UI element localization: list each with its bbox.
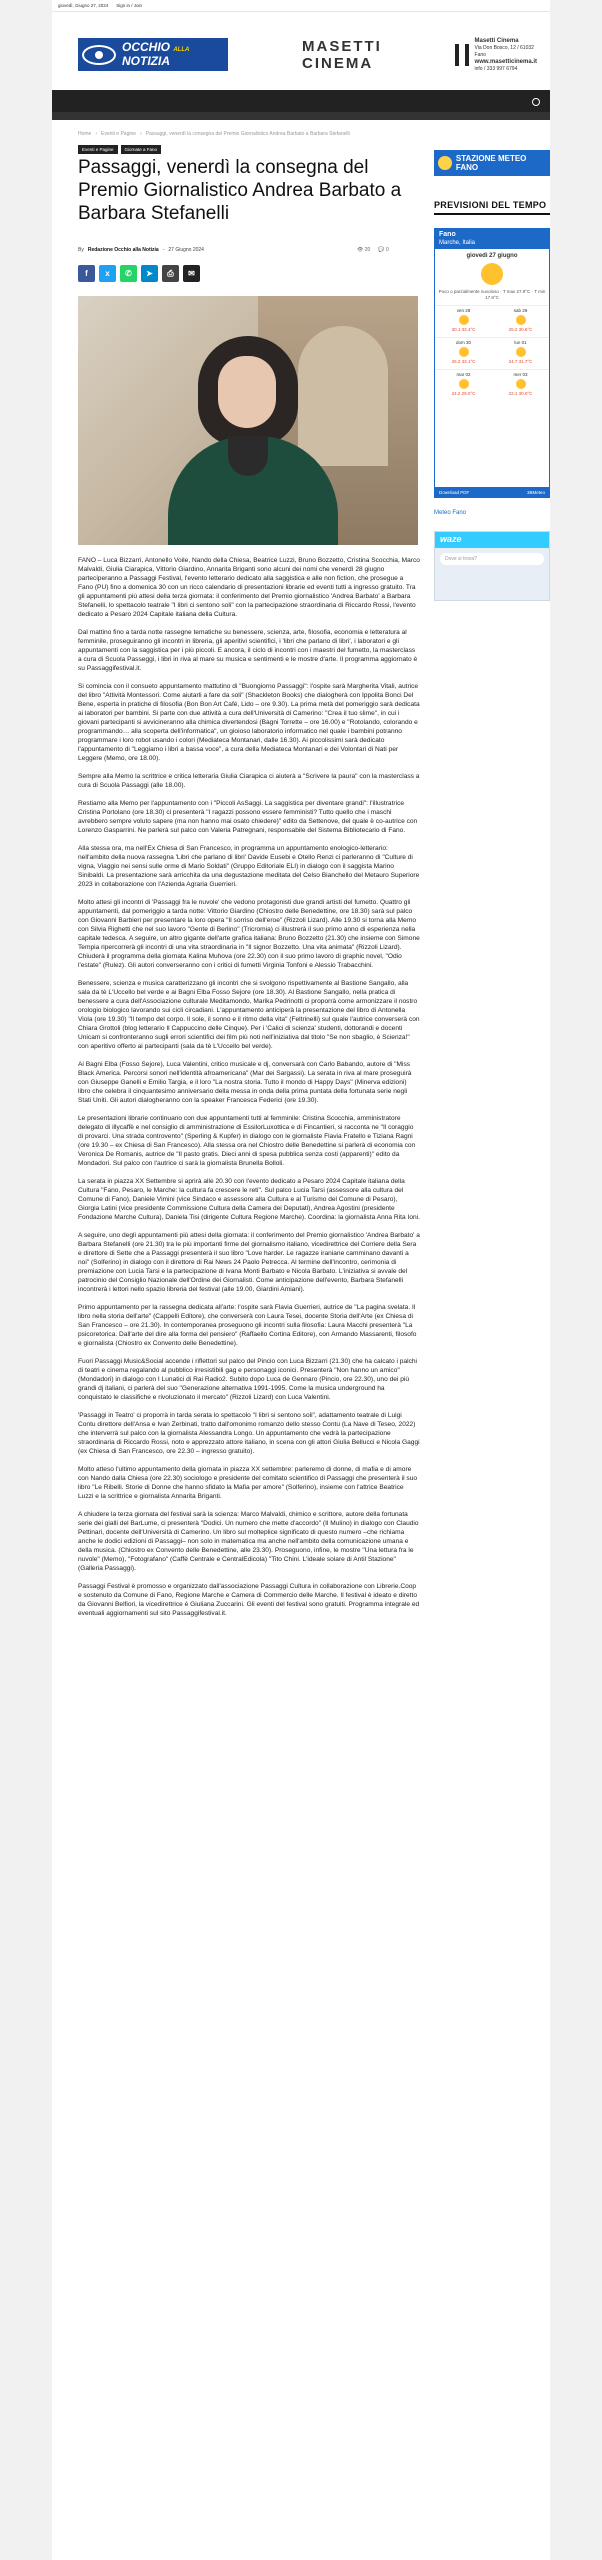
- weather-day-label: dom 30: [455, 340, 471, 345]
- waze-search-input[interactable]: Dove si trova?: [440, 553, 544, 565]
- top-bar: [52, 0, 550, 12]
- search-icon[interactable]: [532, 98, 540, 106]
- article-paragraph: Alla stessa ora, ma nell'Ex Chiesa di San Francesco, in programma un appuntamento enologico-letterario: nell'ambito della nuova rassegna 'Libri che parlano di libri' Davide Eusebi e Otello Renzi ci parleranno di "Culture di vigna, Viaggio nei sensi sulle orme di Mario Soldati" (Gruppo Editoriale ELI) in dialogo con il saggista Marino Sinibaldi. La presentazione sarà arricchita da una degustazione meditata del Celso Bianchello del Metauro Superiore 2023 in collaborazione con l'Azienda Agraria Guerrieri.: [78, 845, 420, 888]
- breadcrumb: [78, 131, 350, 137]
- article-paragraph: Molto attesi gli incontri di 'Passaggi fra le nuvole' che vedono protagonisti due grandi artisti del fumetto. Quattro gli appuntamenti, dal pomeriggio a tarda notte: Vittorio Giardino (Chiostro delle Benedettine, ore 18.30) sarà sul palco con Giovanni Barbieri per presentare la loro opera "Il sorriso dell'eroe" (Rizzoli Lizard). Alle 19.30 si torna alla Memo con Silvia Righetti che nel suo lavoro "Gente di Berlino" (Tricromia) ci illustrerà il suo primo anno di esperienza nella capitale tedesca. A seguire, un altro gigante dell'arte grafica italiana: Bruno Bozzetto (21.30) che insieme con Simone Tempia ripercorrerà gli incontri di una vita straordinaria in "Il signor Bozzetto. Una vita animata" (Rizzoli Lizard). Chiuderà il programma della giornata Kalina Muhova (ore 22.30) con il suo primo lavoro di graphic novel, "Odio l'estate" (Rulez). Gli autori converseranno con i critici di fumetti Virginia Tonfoni e Alessio Trabacchini.: [78, 899, 420, 969]
- article-paragraph: Ai Bagni Elba (Fosso Sejore), Luca Valentini, critico musicale e dj, conversarà con Carlo Babando, autore di "Miss Black America. Percorsi sonori nell'identità afroamericana" (Mar dei Sargassi). La serata in riva al mare proseguirà con Giuseppe Ganelli e Emilio Targia, e il loro "La nostra storia. Tutto il mondo di Happy Days" (Minerva edizioni) libro che celebra il cinquantesimo anniversario della messa in onda della prima puntata della fortunata serie negli Stati Uniti. Gli autori dialogheranno con la speaker Francesca Federici (ore 19.30).: [78, 1061, 412, 1104]
- nav-subrow: [52, 112, 550, 120]
- weather-today-desc: Poco o parzialmente nuvoloso · T max 27.9°C · T min 17.8°C: [438, 289, 546, 300]
- forecast-divider: [434, 213, 550, 215]
- article-paragraph: A seguire, uno degli appuntamenti più attesi della giornata: il conferimento del Premio giornalistico 'Andrea Barbato' a Barbara Stefanelli (ore 21.30) tra le più importanti firme del giornalismo italiano, vicedirettrice del Corriere della Sera e direttore di Sette che a Passaggi presenterà il suo libro "Love harder. Le ragazze iraniane camminano davanti a noi" (Solferino) in dialogo con il direttore di Rai News 24 Paolo Petrecca. Al termine dell'incontro, cerimonia di premiazione con Lucia Tarsi e la partecipazione di Ivana Monti Barbato e Nicola Barbato. L'iniziativa si avvale del patrocinio del Consiglio Nazionale dell'Ordine dei Giornalisti. Come anticipazione dell'evento, Barbara Stefanelli incontrerà i lettori nello spazio libreria del festival (alle 19.00, Giardini Amiani).: [78, 1232, 420, 1293]
- weather-day-temp: 30.1 33.4°C: [451, 327, 476, 332]
- logo-word-bottom: NOTIZIA: [122, 54, 170, 68]
- weather-day-temp: 24.7 31.7°C: [508, 359, 533, 364]
- download-pdf-link[interactable]: Download PDF: [439, 489, 470, 495]
- weather-day-temp: 22.1 30.0°C: [508, 391, 533, 396]
- logo-text: [122, 42, 189, 67]
- article-paragraph: Sempre alla Memo la scrittrice e critica letteraria Giulia Ciarapica ci aiuterà a "Scrivere la paura" con la masterclass a cura di Scuola Passaggi (alle 18.00).: [78, 773, 420, 789]
- article-paragraph: Le presentazioni librarie continuano con due appuntamenti tutti al femminile: Cristina Scocchia, amministratore delegato di illycaffè e nel consiglio di amministrazione di EssilorLuxottica e di Fincantieri, si racconta ne "Il coraggio di provarci. Una strada controvento" (Sperling & Kupfer) in dialogo con le giornaliste Flavia Fratello e Tiziana Ragni (ore 19.30 – ex Chiesa di San Francesco). Alla stessa ora nel Chiostro delle Benedettine si parlerà di economia con Veronica De Romanis, autrice de "Il pasto gratis. Dieci anni di spesa pubblica senza costi (apparenti)" edito da Mondadori. Sul palco con l'autrice ci sarà la giornalista Brunella Bolloli.: [78, 1115, 416, 1167]
- sun-icon: [459, 347, 469, 357]
- top-date: giovedì, Giugno 27, 2024: [58, 3, 109, 8]
- weather-days: [435, 305, 549, 401]
- weather-day-temp: 24.2 29.0°C: [451, 391, 476, 396]
- signin-link[interactable]: Sign in / Join: [116, 3, 143, 8]
- right-gutter: [550, 0, 602, 2560]
- ad-brand: MASETTI CINEMA: [302, 38, 382, 72]
- header-ad[interactable]: [302, 37, 542, 72]
- share-bar: [78, 265, 200, 282]
- category-tag[interactable]: Giornate a Fano: [121, 145, 162, 154]
- weather-day-label: sab 29: [513, 308, 528, 313]
- sun-icon: [516, 347, 526, 357]
- weather-today-label: giovedì 27 giugno: [466, 253, 518, 259]
- breadcrumb-sep: ›: [140, 131, 142, 137]
- forecast-title: PREVISIONI DEL TEMPO: [434, 200, 547, 210]
- article-paragraph: Si comincia con il consueto appuntamento mattutino di "Buongiorno Passaggi": l'ospite sarà Margherita Vitali, autrice del libro "Attività Montessori. Come aiutarli a fare da soli" (Shackleton Books) che dialogherà con Ippolita Bonci Del Bene, esperta in pratiche di filosofia (Bon Bon Art Café, Lido – ore 9.30). La prima metà del pomeriggio sarà dedicata ai laboratori per bambini. Si parte con due attività a cura dell'Università di Camerino: "Crea il tuo slime", in cui i giovani partecipanti si avvicineranno alla chimica divertendosi (Bagni Torrette – ore 16.00) e "Rotolando, colorando e programmando… alla scoperta dell'informatica", un gioioso laboratorio informatico nel quale i bambini potranno programmare i loro robot usando i colori (Mediateca Montanari, dalle 16.30). Ai piccolissimi sarà dedicato l'appuntamento di "Leggiamo i libri a bassa voce", a cura della Mediateca Montanari e dei Volontari di Nati per Leggere (Memo, ore 18.00).: [78, 683, 420, 762]
- article-title: Passaggi, venerdì la consegna del Premio Giornalistico Andrea Barbato a Barbara Stefanelli: [78, 157, 402, 224]
- breadcrumb-home[interactable]: Home: [78, 131, 92, 137]
- sun-icon: [481, 263, 503, 285]
- weather-today: [435, 249, 549, 301]
- weather-day: [435, 305, 492, 337]
- weather-day-label: mer 03: [513, 372, 528, 377]
- meteo-fano-link[interactable]: Meteo Fano: [434, 510, 467, 516]
- views-count: 👁 20: [357, 247, 371, 253]
- print-icon[interactable]: ⎙: [162, 265, 179, 282]
- article-meta: [357, 247, 389, 253]
- meteo-banner-label: STAZIONE METEO FANO: [455, 154, 527, 172]
- weather-header: [435, 229, 549, 249]
- article-paragraph: Molto atteso l'ultimo appuntamento della giornata in piazza XX settembre: parleremo di donne, di mafia e di amore con Nando dalla Chiesa (ore 22.30) sociologo e presidente del comitato scientifico di Passaggi che presenterà il suo libro "Le Ribelli. Storie di Donne che hanno sfidato la Mafia per amore" (Solferino), insieme con l'attrice Beatrice Luzzi e la scrittrice e giornalista Annarita Briganti.: [78, 1466, 418, 1500]
- article-paragraph: 'Passaggi in Teatro' ci proporrà in tarda serata lo spettacolo "I libri si sentono soli", adattamento teatrale di Luigi Contu direttore dell'Ansa e Ivan Zerbinati, tratto dall'omonimo romanzo dello stesso Contu (La Nave di Teseo, 2022) che interverrà sul palco con la giornalista Alessandra Longo. Un appuntamento che vedrà la partecipazione straordinaria di Riccardo Rossi, noto e apprezzato attore italiano, in scena con gli attori Giulia Bellucci e Nicola Gaggi (ex Chiesa di San Francesco, ore 22.30 – ingresso gratuito).: [78, 1412, 420, 1455]
- weather-footer: [435, 487, 549, 497]
- ad-web: www.masetticinema.it: [474, 58, 537, 65]
- ad-info: [475, 38, 542, 73]
- weather-provider[interactable]: 3BMeteo: [526, 489, 545, 495]
- category-tags: [78, 145, 161, 154]
- category-tag[interactable]: Eventi e Pagine: [78, 145, 118, 154]
- weather-widget[interactable]: [434, 228, 550, 498]
- twitter-icon[interactable]: x: [99, 265, 116, 282]
- facebook-icon[interactable]: f: [78, 265, 95, 282]
- comments-count[interactable]: 💬 0: [378, 247, 389, 253]
- logo-word-top: OCCHIO: [122, 40, 170, 54]
- eye-icon: [82, 45, 116, 65]
- views-value: 20: [364, 247, 371, 253]
- main-navbar: [52, 90, 550, 120]
- article-photo: [78, 296, 418, 545]
- weather-day-label: ven 28: [456, 308, 471, 313]
- content-wrapper: [52, 0, 550, 2560]
- left-gutter: [0, 0, 52, 2560]
- breadcrumb-category[interactable]: Eventi e Pagine: [101, 131, 137, 137]
- telegram-icon[interactable]: ➤: [141, 265, 158, 282]
- weather-day-label: lun 01: [514, 340, 527, 345]
- whatsapp-icon[interactable]: ✆: [120, 265, 137, 282]
- article-paragraph: Dal mattino fino a tarda notte rassegne tematiche su benessere, scienza, arte, filosofia, economia e letteratura al femminile, proseguiranno gli incontri in libreria, gli aperitivi scientifici, i 'libri che parlano di libri', i laboratori e gli appuntamenti con la saggistica per i più piccoli. E ancora, il ciclo di incontri con i maestri del fumetto, la masterclass a cura di Scuola Passeggi, i libri in riva al mare su musica e sentimenti e le mostre d'arte. Il programma aggiornato è su Passaggifestival.it.: [78, 629, 418, 672]
- byline-by: By: [78, 247, 84, 253]
- site-header: [52, 12, 550, 80]
- article-paragraph: FANO – Luca Bizzarri, Antonello Voile, Nando della Chiesa, Beatrice Luzzi, Bruno Bozzetto, Cristina Scocchia, Marco Malvaldi, Giulia Ciarapica, Vittorio Giardino, Annarita Briganti sono alcuni dei nomi che venerdì 28 giugno parteciperanno a Passaggi Festival, l'evento letterario dedicato alla saggistica e alle non fiction, che prosegue a Fano (PU) fino a domenica 30 con un ricco calendario di presentazioni librarie ed eventi tutti a ingresso gratuito. Tra gli appuntamenti più attesi della terza giornata: il conferimento del Premio giornalistico 'Andrea Barbato' a Barbara Stefanelli, lo spettacolo teatrale "I libri ci sentono soli" con la partecipazione straordinaria di Riccardo Rossi, l'evento dedicato a Pesaro 2024 Capitale italiana della Cultura.: [78, 557, 420, 618]
- weather-day: [435, 369, 492, 401]
- ad-address: Via Don Bosco, 12 / 61032 Fano: [474, 44, 534, 58]
- sun-icon: [516, 315, 526, 325]
- weather-day-temp: 25.2 30.6°C: [508, 327, 533, 332]
- breadcrumb-sep: ›: [95, 131, 98, 137]
- meteo-station-banner[interactable]: [434, 150, 550, 176]
- sun-icon: [459, 315, 469, 325]
- weather-day-temp: 26.2 33.1°C: [451, 359, 476, 364]
- article-paragraph: Restiamo alla Memo per l'appuntamento con i "Piccoli AsSaggi. La saggistica per diventare grandi": l'illustratrice Cristina Portolano (ore 18.30) ci presenterà "I ragazzi possono essere femministi? Tutto quello che i maschi avrebbero sempre voluto sapere (ma non hanno mai osato chiedere)" edito da Settenove, del quale è co-autrice con Lorenzo Gasparrini. Ne parlerà sul palco con Valeria Patregnani, responsabile del Sistema Bibliotecario di Fano.: [78, 800, 418, 834]
- sun-icon: [516, 379, 526, 389]
- logo-word-sub: ALLA: [173, 47, 190, 53]
- weather-region: Marche, Italia: [439, 240, 476, 246]
- weather-day-label: mar 02: [456, 372, 471, 377]
- weather-day: [492, 337, 549, 369]
- byline-sep: -: [162, 247, 165, 253]
- cinema-mark-icon: [455, 44, 469, 66]
- breadcrumb-current: Passaggi, venerdì la consegna del Premio Giornalistico Andrea Barbato a Barbara Stefanelli: [145, 131, 350, 137]
- site-logo[interactable]: [78, 38, 228, 71]
- waze-widget: [434, 531, 550, 601]
- article-paragraph: A chiudere la terza giornata del festival sarà la scienza: Marco Malvaldi, chimico e scrittore, autore della fortunata serie dei gialli del BarLume, ci presenterà "Dodici. Un numero che mette d'accordo" (Il Mulino) in dialogo con Claudio Pettinari, docente dell'Università di Camerino. Un libro sul molteplice significato di questo numero –che richiama anche le dodici edizioni di Passaggi– non solo in matematica ma anche nell'ambito della comunicazione umana e della musica. (Chiostro ex Convento delle Benedettine, alle 23.30). Proseguono, infine, le mostre "Una lettura fra le nuvole" (Memo), "Fotografano" (Caffè Centrale e CentralEdicola) "Tito Chini. L'ideale solare di Antil Stazione" (Galleria Passaggi).: [78, 1511, 419, 1572]
- article-paragraph: Passaggi Festival è promosso e organizzato dall'associazione Passaggi Cultura in collaborazione con Librerie.Coop e sostenuto da Comune di Fano, Regione Marche e Camera di Commercio delle Marche. Il festival è ideato e diretto da Giovanni Belfiori, la vicedirettrice è Giuliana Zuccarini. Gli eventi del festival sono gratuiti. Programma integrale ed eventuali aggiornamenti sul sito Passaggifestival.it.: [78, 1583, 420, 1617]
- ad-phone: info / 333 997 6794: [474, 65, 518, 72]
- ad-name: Masetti Cinema: [474, 37, 519, 44]
- comments-value: 0: [385, 247, 389, 253]
- weather-day: [492, 369, 549, 401]
- article-date: 27 Giugno 2024: [168, 247, 204, 253]
- author-link[interactable]: Redazione Occhio alla Notizia: [87, 247, 159, 253]
- article-body: [78, 556, 420, 1627]
- article-paragraph: Benessere, scienza e musica caratterizzano gli incontri che si svolgono rispettivamente al Bastione Sangallo, alla sala da tè L'Uccello bel verde e ai Bagni Elba Fosso Sejore (ore 18.30). Al Bastione Sangallo, nella pratica di benessere a cura dell'Associazione culturale Meditamondo, Marika Pedrinotti ci proporrà come armonizzare il nostro orologio biologico lavorando sui cicli circadiani. L'appuntamento anticiperà la presentazione del libro di Antonella Viola (ore 19.30) "Il tempo del corpo. Il sole, il sonno e il ritmo della vita" (Feltrinelli) sul quale l'autrice converserà con Chiara Grottoli (blog letterario Il Cappuccino delle Cinque). Per i 'Calici di scienza' studenti, dottorandi e docenti Unicam si confronteranno sugli errori scientifici dei film più noti nell'iniziativa dal titolo "Se non sbaglio, è Scienza!" con aperitivo offerto ai partecipanti (sala da tè L'Uccello bel verde).: [78, 980, 420, 1050]
- waze-logo: waze: [435, 532, 549, 548]
- weather-day: [492, 305, 549, 337]
- weather-day: [435, 337, 492, 369]
- article-paragraph: Fuori Passaggi Music&Social accende i riflettori sul palco del Pincio con Luca Bizzarri (21.30) che ha calcato i palchi di teatri e cinema regalando al pubblico irresistibili gag e personaggi iconici. Presenterà "Non hanno un amico" (Mondadori) in dialogo con I Lunatici di Rai Radio2. Subito dopo Luca de Gennaro (Pincio, ore 22.30), uno dei più grandi dj italiani, ci parlerà del suo "Generazione alternativa 1991-1995. Come la musica underground ha conquistato le classifiche e rivoluzionato il mercato" (Rizzoli Lizard) con Luca Valentini.: [78, 1358, 418, 1401]
- article-paragraph: Primo appuntamento per la rassegna dedicata all'arte: l'ospite sarà Flavia Guerrieri, autrice de "La pagina svelata. Il libro nella storia dell'arte" (Cappelli Editore), che converserà con Laura Tesei, docente Storia dell'Arte (ex Chiesa di San Francesco – ore 21.30). In contemporanea proseguono gli incontri sulla filosofia: Laura Macchi presenterà "La psicoretorica. Dall'arte del dire alla forma del pensiero" (Raffaello Cortina Editore), con Armando Massarenti, filosofo e giornalista (Chiostro ex Convento delle Benedettine).: [78, 1304, 417, 1347]
- mail-icon[interactable]: ✉: [183, 265, 200, 282]
- article-paragraph: La serata in piazza XX Settembre si aprirà alle 20.30 con l'evento dedicato a Pesaro 2024 Capitale italiana della Cultura "Fano, Pesaro, le Marche: la cultura fa crescere le reti". Sul palco Lucia Tarsi (assessore alla cultura del Comune di Fano), Daniele Vimini (vice Sindaco e assessore alla Cultura e al Turismo del Comune di Pesaro), Giorgia Latini (vice presidente Commissione Cultura della Camera dei Deputati), Andrea Agostini (presidente Fondazione Marche Cultura), Daniela Tisi (dirigente Cultura Regione Marche). Coordina: la giornalista Anna Rita Ioni.: [78, 1178, 420, 1221]
- sun-icon: [438, 156, 452, 170]
- weather-city: Fano: [439, 231, 456, 238]
- sun-icon: [459, 379, 469, 389]
